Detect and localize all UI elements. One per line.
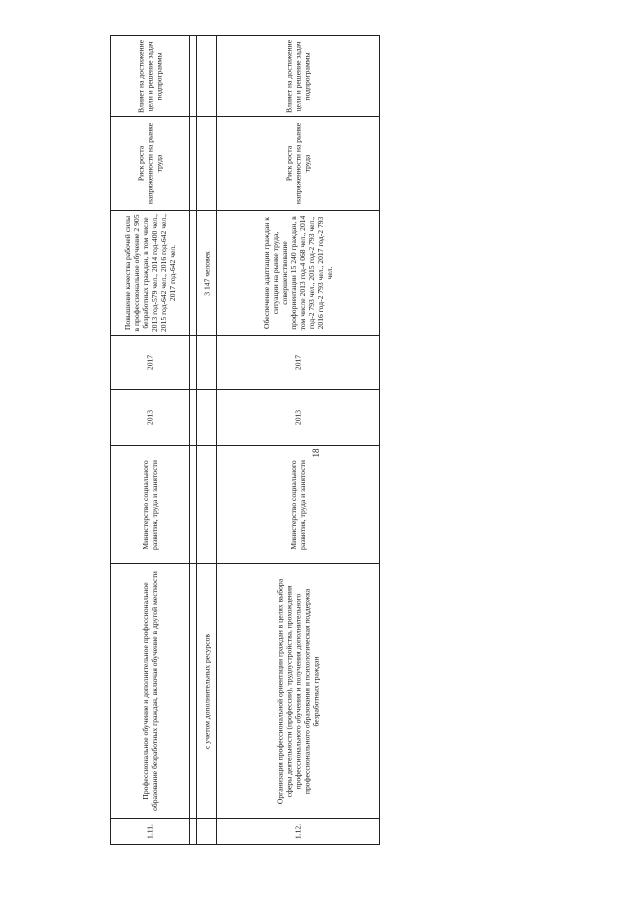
table-rule bbox=[189, 35, 190, 845]
risk-text: Риск роста напряженности на рынке труда bbox=[284, 122, 312, 205]
executor-text: Министерство социального развития, труда и занятости bbox=[289, 459, 307, 550]
table-rule bbox=[110, 844, 380, 845]
risk-cell bbox=[217, 117, 379, 210]
result-text: Повышение качества рабочей силы в профессиональное обучение 2 905 безработных граждан, в том числе 2013 год-579 чел., 2014 год-400 чел., 2015 год-642 чел., 2016 год-642 чел., 2017 год-642 чел. bbox=[123, 214, 177, 332]
end-year-cell bbox=[217, 336, 379, 389]
start-year-cell bbox=[111, 390, 189, 445]
row-number-cell bbox=[217, 819, 379, 844]
start-year: 2013 bbox=[293, 409, 303, 426]
result-cell bbox=[217, 211, 379, 335]
start-year-cell bbox=[217, 390, 379, 445]
row-number-cell bbox=[111, 819, 189, 844]
event-text: Организация профессиональной ориентации граждан в целях выбора сферы деятельности (профессии), трудоустройства, прохождения профессионального обучения и получения дополнительного профессионального образования и психологическая поддержка безработных граждан bbox=[275, 578, 321, 804]
program-table bbox=[110, 35, 380, 845]
risk-cell bbox=[111, 117, 189, 210]
event-cell bbox=[111, 564, 189, 818]
executor-cell bbox=[217, 446, 379, 563]
end-year: 2017 bbox=[293, 354, 303, 371]
start-year: 2013 bbox=[145, 409, 155, 426]
impact-text: Влияет на достижение цели и решение задач подпрограммы bbox=[284, 39, 312, 113]
row-number: 1.12. bbox=[293, 823, 303, 840]
extra-resources-label-cell bbox=[197, 564, 216, 818]
end-year-cell bbox=[111, 336, 189, 389]
impact-cell bbox=[111, 36, 189, 116]
impact-text: Влияет на достижение цели и решение задач подпрограммы bbox=[136, 39, 164, 113]
row-number: 1.11. bbox=[145, 824, 155, 839]
table-rule bbox=[379, 35, 380, 845]
event-cell bbox=[217, 564, 379, 818]
event-text: Профессиональное обучение и дополнительное профессиональное образование безработных граждан, включая обучение в другой местности bbox=[141, 571, 159, 811]
executor-text: Министерство социального развития, труда и занятости bbox=[141, 459, 159, 550]
page-number: 18 bbox=[311, 448, 321, 458]
extra-resources-result-cell bbox=[197, 211, 216, 335]
extra-resources-result: 3 147 человек bbox=[202, 250, 211, 296]
impact-cell bbox=[217, 36, 379, 116]
risk-text: Риск роста напряженности на рынке труда bbox=[136, 122, 164, 205]
result-cell bbox=[111, 211, 189, 335]
result-text: Обеспечение адаптации граждан к ситуации на рынке труда, совершенствование профориентации 15 240 граждан, в том числе 2013 год-4 068 чел., 2014 год-2 793 чел., 2015 год-2 793 чел., 2016 год-2 793 чел., 2017 год-2 793 чел. bbox=[262, 215, 334, 331]
end-year: 2017 bbox=[145, 354, 155, 371]
extra-resources-label: с учетом дополнительных ресурсов bbox=[202, 633, 211, 749]
executor-cell bbox=[111, 446, 189, 563]
